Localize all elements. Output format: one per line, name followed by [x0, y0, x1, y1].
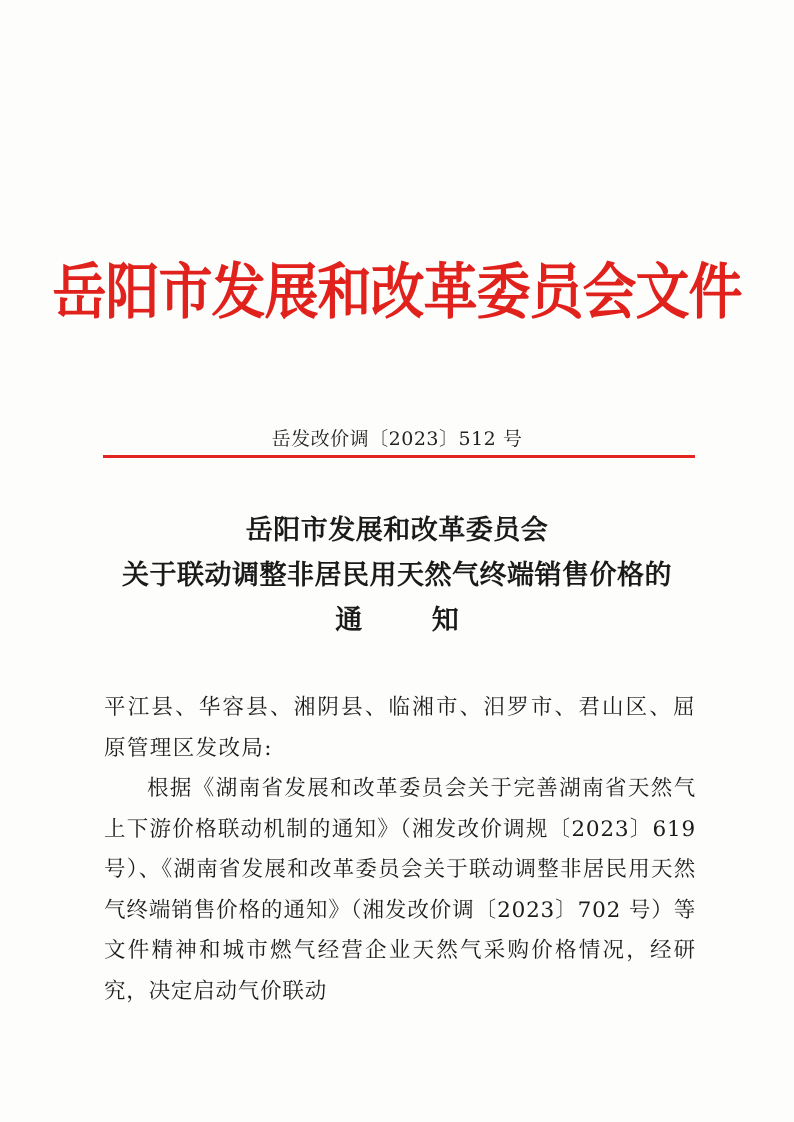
body-paragraph: 根据《湖南省发展和改革委员会关于完善湖南省天然气上下游价格联动机制的通知》（湘发改价调规〔2023〕619 号）、《湖南省发展和改革委员会关于联动调整非居民用天然气终端销售价格的通知》（湘发改价调〔2023〕702 号）等文件精神和城市燃气经营企业天然气采购价格情况，经研究，决定启动气价联动 — [104, 776, 696, 1004]
title-line-1: 岳阳市发展和改革委员会 — [245, 515, 549, 546]
title-line-3: 通 知 — [335, 605, 489, 636]
document-title — [0, 508, 794, 643]
document-number: 岳发改价调〔2023〕512 号 — [271, 428, 523, 450]
title-line-2: 关于联动调整非居民用天然气终端销售价格的 — [122, 560, 672, 591]
document-body — [104, 688, 696, 1012]
addressee: 平江县、华容县、湘阴县、临湘市、汨罗市、君山区、屈原管理区发改局: — [104, 695, 696, 761]
issuer-header: 岳阳市发展和改革委员会文件 — [52, 256, 742, 327]
red-divider — [103, 455, 695, 458]
